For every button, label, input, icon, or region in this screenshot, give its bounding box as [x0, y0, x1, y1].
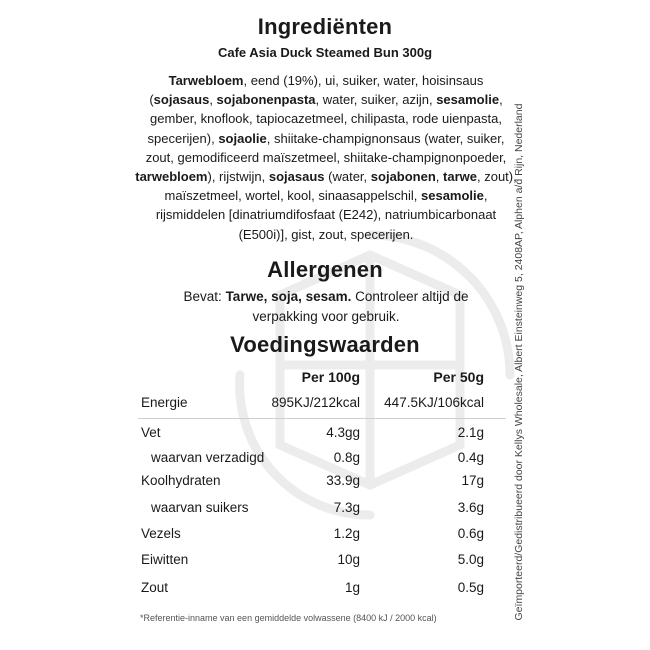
ingredient-text: (water, [324, 169, 371, 185]
value-per-100g: 7.3g [333, 500, 360, 515]
value-per-100g: 1.2g [333, 526, 360, 541]
value-per-100g: 10g [337, 552, 360, 567]
ingredient-text: , rijsmiddelen [dinatriumdifosfaat (E242), natriumbicarbonaat (E500i)], gist, zout, specerijen. [155, 188, 497, 242]
ingredients-text [135, 71, 517, 244]
allergens-prefix: Bevat: [183, 289, 226, 304]
product-name: Cafe Asia Duck Steamed Bun 300g [217, 45, 433, 60]
value-per-100g: 0.8g [333, 450, 360, 465]
nutrition-row [0, 425, 650, 447]
nutrition-row [0, 473, 650, 495]
ingredient-allergen: sesamolie [436, 92, 500, 108]
footnote: *Referentie-inname van een gemiddelde volwassene (8400 kJ / 2000 kcal) [140, 613, 437, 623]
nutrient-label: Eiwitten [141, 552, 189, 567]
allergens-suffix: Controleer altijd de verpakking voor gebruik. [252, 289, 469, 324]
value-per-50g: 0.4g [457, 450, 484, 465]
ingredient-allergen: sojasaus [153, 92, 210, 108]
ingredient-text: , zout), maïszetmeel, wortel, kool, sinaasappelschil, [164, 169, 517, 204]
value-per-100g: 895KJ/212kcal [271, 395, 360, 410]
nutrition-row [0, 552, 650, 574]
value-per-50g: 3.6g [457, 500, 484, 515]
nutrition-row [0, 580, 650, 602]
value-per-50g: 0.6g [457, 526, 484, 541]
divider [138, 418, 506, 419]
nutrient-label: Koolhydraten [141, 473, 221, 488]
ingredient-allergen: sojasaus [268, 169, 325, 185]
ingredient-text: , water, suiker, azijn, [315, 92, 437, 108]
nutrient-label: waarvan verzadigd [151, 450, 265, 465]
value-per-50g: 0.5g [457, 580, 484, 595]
ingredient-allergen: sesamolie [421, 188, 484, 204]
ingredient-allergen: sojaolie [218, 130, 267, 146]
nutrition-row [0, 395, 650, 417]
value-per-100g: 4.3gg [326, 425, 360, 440]
nutrient-label: Vezels [141, 526, 181, 541]
ingredient-text: , eend (19%), ui, suiker, water, hoisinsaus ( [149, 73, 484, 108]
value-per-100g: 1g [344, 580, 360, 595]
ingredient-allergen: Tarwebloem [168, 73, 244, 88]
nutrient-label: Zout [141, 580, 169, 595]
ingredient-text: , [435, 169, 444, 185]
nutrition-title: Voedingswaarden [230, 332, 420, 357]
col-per-100g: Per 100g [301, 369, 360, 385]
value-per-50g: 17g [461, 473, 484, 488]
ingredient-allergen: sojabonen [370, 169, 436, 185]
ingredient-allergen: sojabonenpasta [216, 92, 316, 108]
ingredient-allergen: tarwe [443, 169, 477, 185]
nutrient-label: waarvan suikers [151, 500, 249, 515]
allergens-text [150, 287, 502, 326]
distributor-text: Geïmporteerd/Gedistribueerd door Kellys Wholesale, Albert Einsteinweg 5, 2408AP, Alphen a/d Rijn, Nederland [513, 103, 525, 621]
allergens-title: Allergenen [267, 257, 383, 282]
ingredient-text: , gember, knoflook, tapiocazetmeel, chilipasta, rode uienpasta, specerijen), [147, 92, 503, 146]
ingredient-text: , [209, 92, 217, 108]
ingredient-allergen: tarwebloem [135, 169, 208, 185]
nutrient-label: Energie [141, 395, 188, 410]
col-per-50g: Per 50g [433, 369, 484, 385]
ingredient-text: , shiitake-champignonsaus (water, suiker, zout, gemodificeerd maïszetmeel, shiitake-champignonpoeder, [145, 130, 507, 165]
ingredients-title: Ingrediënten [257, 14, 393, 39]
ingredient-text: ), rijstwijn, [207, 169, 269, 185]
value-per-50g: 5.0g [457, 552, 484, 567]
nutrition-row [0, 500, 650, 522]
allergens-list: Tarwe, soja, sesam. [225, 289, 352, 304]
nutrition-row [0, 450, 650, 472]
value-per-50g: 447.5KJ/106kcal [384, 395, 484, 410]
value-per-50g: 2.1g [457, 425, 484, 440]
nutrient-label: Vet [141, 425, 161, 440]
value-per-100g: 33.9g [326, 473, 360, 488]
nutrition-row [0, 526, 650, 548]
